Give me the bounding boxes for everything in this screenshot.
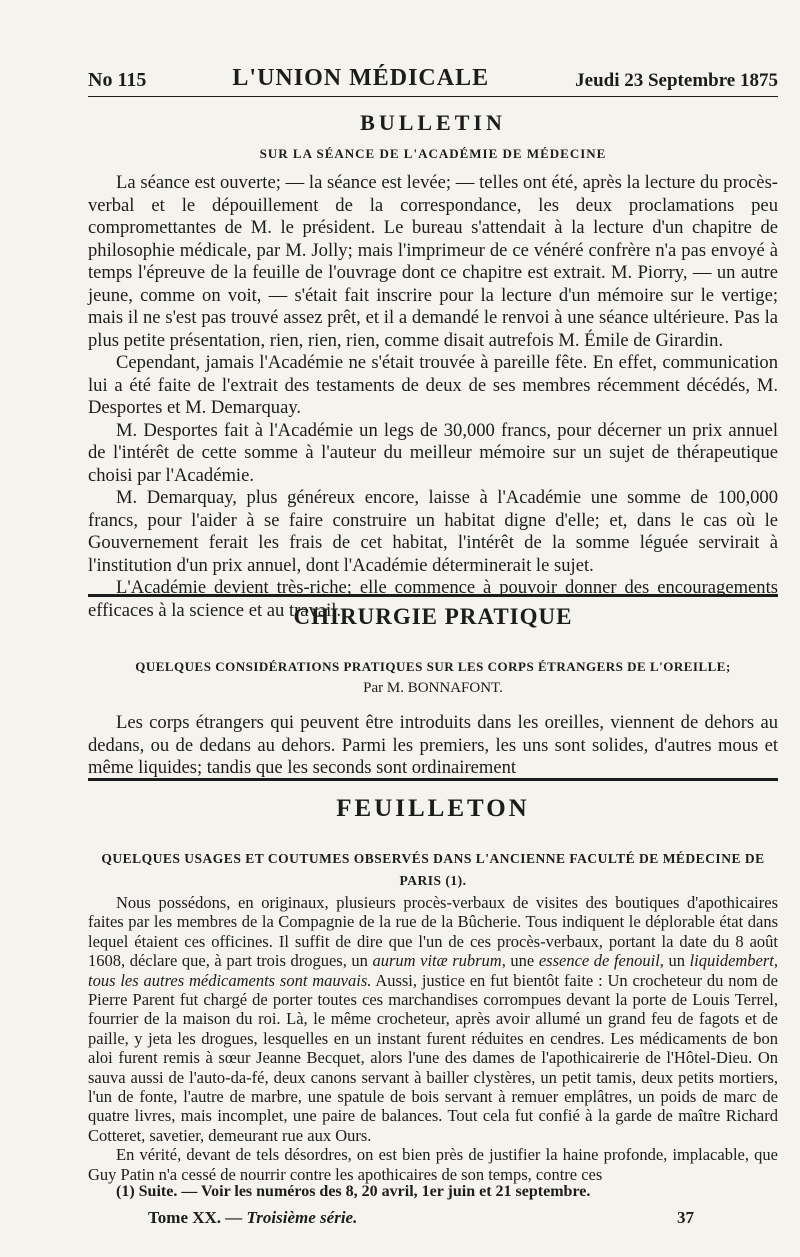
volume-info (148, 1208, 357, 1228)
feuilleton-italic: essence de fenouil (538, 951, 660, 971)
chirurgie-title: CHIRURGIE PRATIQUE (293, 604, 573, 629)
bulletin-paragraph: La séance est ouverte; — la séance est levée; — telles ont été, après la lecture du procès-verbal et le dépouillement de la correspondance, les deux proclamations peu compromettantes de M. le président. Le bureau s'attendait à la lecture d'un chapitre de philosophie médicale, par M. Jolly; mais l'imprimeur de ce vénéré confrère n'a pas envoyé à temps l'épreuve de la feuille de l'ouvrage dont ce chapitre est extrait. M. Piorry, — un autre jeune, comme on voit, — s'était fait inscrire pour la lecture d'un mémoire sur le vertige; mais il ne s'est pas trouvé assez prêt, et il a demandé le renvoi à une séance ultérieure. Pas la plus petite présentation, rien, rien, rien, comme disait autrefois M. Émile de Girardin. (88, 172, 778, 351)
bulletin-subtitle: SUR LA SÉANCE DE L'ACADÉMIE DE MÉDECINE (259, 146, 607, 161)
journal-title: L'UNION MÉDICALE (232, 65, 490, 91)
footnote: (1) Suite. — Voir les numéros des 8, 20 avril, 1er juin et 21 septembre. (116, 1183, 591, 1200)
issue-number: No 115 (88, 69, 147, 91)
chirurgie-paragraph: Les corps étrangers qui peuvent être introduits dans les oreilles, viennent de dehors au dedans, ou de dedans au dehors. Parmi les premiers, les uns sont solides, d'autres mous et même liquides; tandis que les seconds sont ordinairement (88, 712, 778, 778)
feuilleton-paragraph (88, 893, 778, 1145)
feuilleton-title: FEUILLETON (336, 795, 530, 822)
bulletin-paragraph: Cependant, jamais l'Académie ne s'était trouvée à pareille fête. En effet, communication lui a été faite de l'extrait des testaments de deux de ses membres récemment décédés, M. Desportes et M. Demarquay. (88, 352, 778, 418)
series-label: Troisième série. (246, 1208, 358, 1227)
tome-label: Tome XX. — (148, 1208, 247, 1227)
chirurgie-subtitle: QUELQUES CONSIDÉRATIONS PRATIQUES SUR LES CORPS ÉTRANGERS DE L'OREILLE; (135, 659, 731, 674)
chirurgie-body (88, 712, 778, 780)
bulletin-paragraph: L'Académie devient très-riche; elle commence à pouvoir donner des encouragements efficaces à la science et au travail. (88, 577, 778, 621)
feuilleton-text: , une (501, 951, 539, 971)
feuilleton-italic: liquidembert, tous les autres médicaments sont mauvais. (88, 951, 779, 990)
header-rule (88, 96, 778, 97)
bulletin-title: BULLETIN (360, 110, 506, 135)
page-header (88, 52, 778, 92)
bulletin-paragraph: M. Demarquay, plus généreux encore, laisse à l'Académie une somme de 100,000 francs, pour l'aider à se faire construire un habitat digne d'elle; et, dans le cas où le Gouvernement ferait les frais de cet habitat, l'intérêt de la somme léguée servirait à l'institution d'un prix annuel, dont l'Académie déterminerait le sujet. (88, 487, 778, 576)
section-rule (88, 594, 778, 597)
feuilleton-text: Nous possédons, en originaux, plusieurs procès-verbaux de visites des boutiques d'apothicaires faites par les membres de la Compagnie de la rue de la Bûcherie. Tous indiquent le déplorable état dans lequel étaient ces officines. Il suffit de dire que l'un de ces procès-verbaux, portant la date du 8 août 1608, déclare que, à part trois drogues, un (88, 893, 778, 971)
feuilleton-rule (88, 778, 778, 781)
feuilleton-text: Aussi, justice en fut bientôt faite : Un crocheteur du nom de Pierre Parent fut chargé de porter toutes ces marchandises corrompues devant la porte de Louis Terrel, fourrier de la maison du roi. Là, le même crocheteur, après avoir allumé un grand feu de fagots et de paille, y jeta les drogues, lesquelles en un instant furent réduites en cendres. Les médicaments de bon aloi furent remis à sœur Jeanne Becquet, alors l'une des dames de l'apothicairerie de l'Hôtel-Dieu. On sauva aussi de l'auto-da-fé, deux canons servant à bailler clystères, un petit tamis, deux petits mortiers, l'un de fonte, l'autre de marbre, une spatule de bois servant à remuer emplâtres, un poids de marc de quatre livres, mais incomplet, une paire de balances. Tout cela fut confié à la garde de maître Richard Cotteret, savetier, demeurant rue aux Ours. (88, 970, 778, 1145)
feuilleton-text: , un (659, 951, 690, 971)
feuilleton-subtitle: QUELQUES USAGES ET COUTUMES OBSERVÉS DANS L'ANCIENNE FACULTÉ DE MÉDECINE DE PARIS (1). (101, 851, 765, 888)
chirurgie-author: Par M. BONNAFONT. (363, 680, 503, 696)
bulletin-body (88, 172, 778, 622)
feuilleton-italic: aurum vitæ rubrum (372, 951, 502, 971)
issue-date: Jeudi 23 Septembre 1875 (575, 70, 778, 91)
page-footer (148, 1208, 694, 1228)
bulletin-paragraph: M. Desportes fait à l'Académie un legs de 30,000 francs, pour décerner un prix annuel de l'intérêt de cette somme à l'auteur du meilleur mémoire sur un sujet de thérapeutique choisi par l'Académie. (88, 419, 778, 486)
feuilleton-paragraph: En vérité, devant de tels désordres, on est bien près de justifier la haine profonde, implacable, que Guy Patin n'a cessé de nourrir contre les apothicaires de son temps, contre ces (88, 1145, 778, 1184)
page-number: 37 (677, 1208, 694, 1227)
feuilleton-body (88, 893, 778, 1184)
